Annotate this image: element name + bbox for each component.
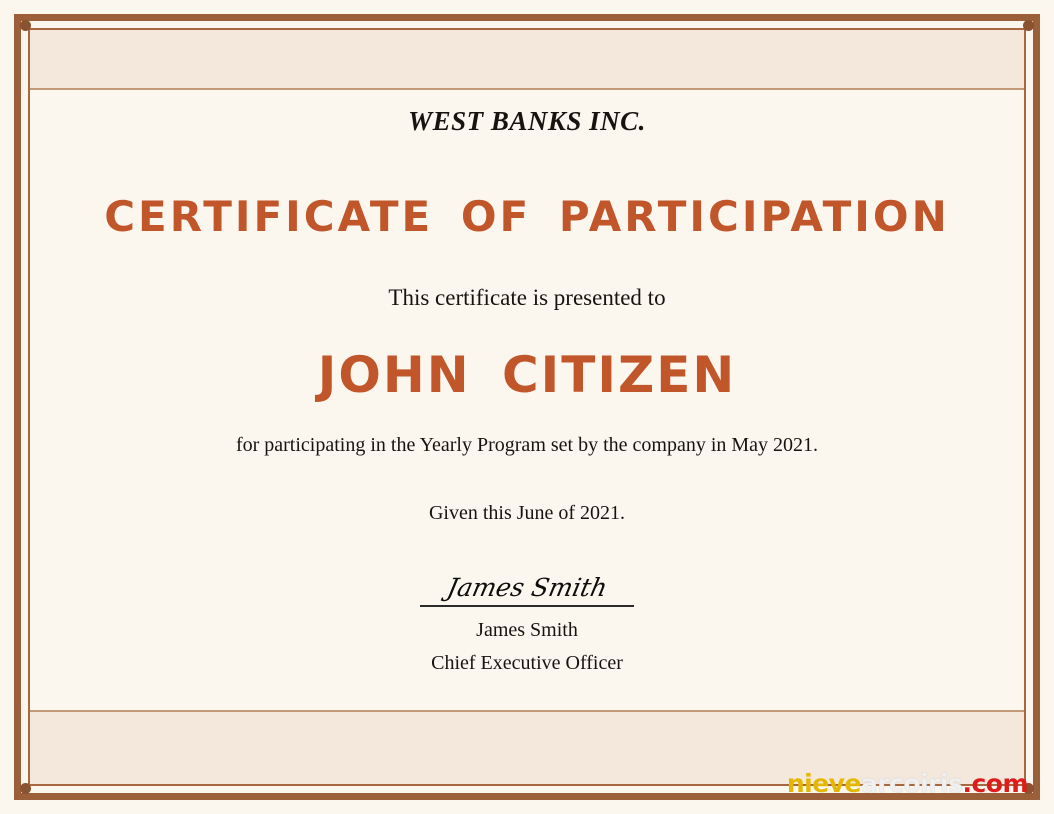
signature-line [420,605,634,607]
corner-dot-top-right-icon [1023,20,1034,31]
participation-reason: for participating in the Yearly Program set by the company in May 2021. [235,434,819,456]
company-name: WEST BANKS INC. [408,106,646,136]
signer-title: Chief Executive Officer [431,652,623,674]
watermark-part-one: nieve [786,769,861,798]
given-date: Given this June of 2021. [428,502,626,524]
signature-block [420,575,634,675]
certificate-content [30,88,1024,712]
signature-mark: James Smith [444,573,610,602]
recipient-name: JOHN CITIZEN [317,346,737,404]
corner-dot-bottom-left-icon [20,783,31,794]
watermark-part-two: arcoiris [860,769,963,798]
presented-to-label: This certificate is presented to [388,285,666,310]
signer-name: James Smith [476,619,578,641]
certificate-title: CERTIFICATE OF PARTICIPATION [104,192,950,241]
watermark-part-three: .com [962,769,1028,798]
top-band [30,30,1024,88]
site-watermark [787,769,1028,798]
